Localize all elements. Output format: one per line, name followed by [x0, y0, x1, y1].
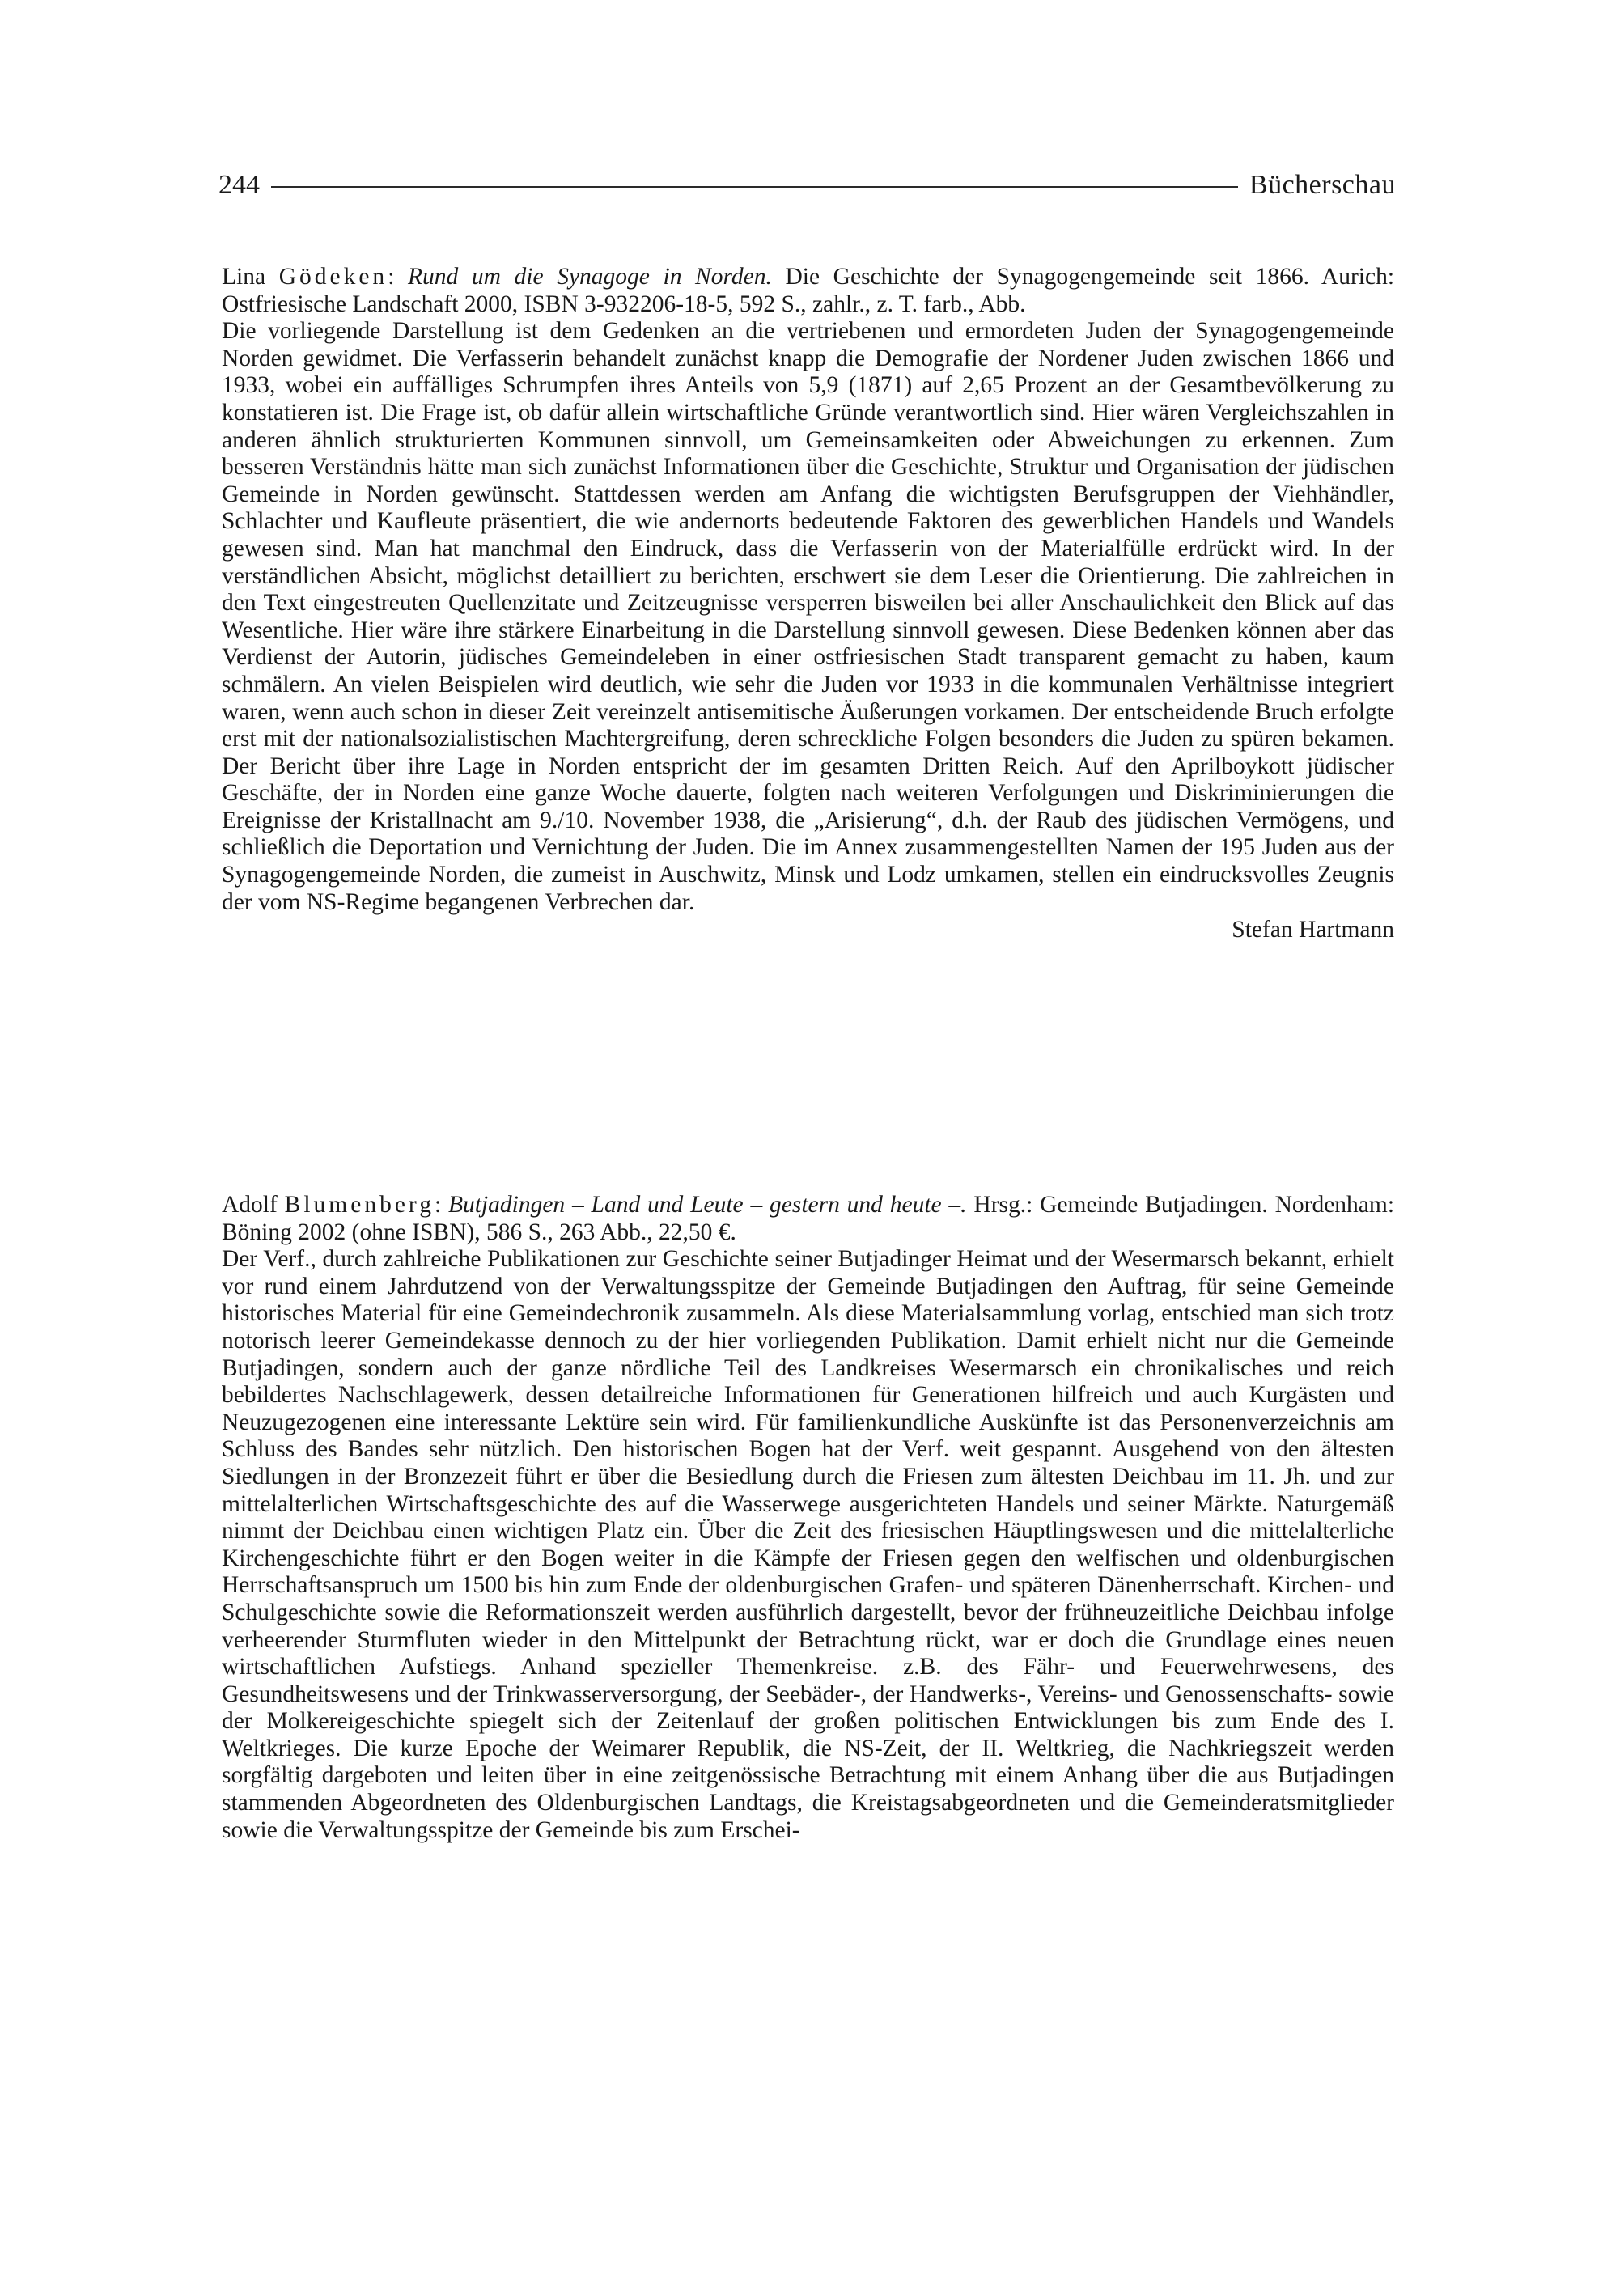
publication-info: Die Geschichte der Synagogengemeinde seit 1866. Aurich: Ostfriesische Landschaft 2000, ISBN 3-932206-18-5, 592 S., zahlr., z. T. farb., Abb. — [222, 264, 1395, 317]
bibliographic-entry: Adolf Blumenberg: Butjadingen – Land und Leute – gestern und heute –. Hrsg.: Gemeinde Butjadingen. Nordenham: Böning 2002 (ohne ISBN), 586 S., 263 Abb., 22,50 €. — [222, 1192, 1395, 1245]
running-head — [218, 165, 1396, 206]
publication-info: Hrsg.: Gemeinde Butjadingen. Nordenham: Böning 2002 (ohne ISBN), 586 S., 263 Abb., 22,50 €. — [222, 1192, 1395, 1245]
book-title: Butjadingen – Land und Leute – gestern und heute –. — [447, 1192, 967, 1218]
review-text: Der Verf., durch zahlreiche Publikationen zur Geschichte seiner Butjadinger Heimat und der Wesermarsch bekannt, erhielt vor rund einem Jahrdutzend von der Verwaltungsspitze der Gemeinde Butjadingen den Auftrag, für seine Gemeinde historisches Material für eine Gemeindechronik zusammeln. Als diese Materialsammlung vorlag, entschied man sich trotz notorisch leerer Gemeindekasse dennoch zu der hier vorliegenden Publikation. Damit erhielt nicht nur die Gemeinde Butjadingen, sondern auch der ganze nördliche Teil des Landkreises Wesermarsch ein chronikalisches und reich bebildertes Nachschlagewerk, dessen detailreiche Informationen für Generationen hilfreich und auch Kurgästen und Neuzugezogenen eine interessante Lektüre sein wird. Für familienkundliche Auskünfte ist das Personenverzeichnis am Schluss des Bandes sehr nützlich. Den historischen Bogen hat der Verf. weit gespannt. Ausgehend von den ältesten Siedlungen in der Bronzezeit führt er über die Besiedlung durch die Friesen zum ältesten Deichbau im 11. Jh. und zur mittelalterlichen Wirtschaftsgeschichte des auf die Wasserwege ausgerichteten Handels und seiner Märkte. Naturgemäß nimmt der Deichbau einen wichtigen Platz ein. Über die Zeit des friesischen Häuptlingswesen und die mittelalterliche Kirchengeschichte führt er den Bogen weiter in die Kämpfe der Friesen gegen den welfischen und oldenburgischen Herrschaftsanspruch um 1500 bis hin zum Ende der oldenburgischen Grafen- und späteren Dänenherrschaft. Kirchen- und Schulgeschichte sowie die Reformationszeit werden ausführlich dargestellt, bevor der frühneuzeitliche Deichbau infolge verheerender Sturmfluten wieder in den Mittelpunkt der Betrachtung rückt, war er doch die Grundlage eines neuen wirtschaftlichen Aufstiegs. Anhand spezieller Themenkreise. z.B. des Fähr- und Feuerwehrwesens, des Gesundheitswesens und der Trinkwasserversorgung, der Seebäder-, der Handwerks-, Vereins- und Genossenschafts- sowie der Molkereigeschichte spiegelt sich der Zeitenlauf der großen politischen Entwicklungen bis zum Ende des I. Weltkrieges. Die kurze Epoche der Weimarer Republik, die NS-Zeit, der II. Weltkrieg, die Nachkriegszeit werden sorgfältig dargeboten und leiten über in eine zeitgenössische Betrachtung mit einem Anhang über die aus Butjadingen stammenden Abgeordneten des Oldenburgischen Landtags, die Kreistagsabgeordneten und die Gemeinderatsmitglieder sowie die Verwaltungsspitze der Gemeinde bis zum Erschei- — [222, 1246, 1394, 1843]
author-first-name: Lina — [222, 264, 266, 290]
review-blumenberg — [222, 1192, 1394, 1844]
review-goedeken — [222, 264, 1394, 943]
section-title: Bücherschau — [1249, 170, 1396, 200]
page-number: 244 — [218, 170, 260, 200]
book-title: Rund um die Synagoge in Norden. — [408, 264, 772, 290]
author-first-name: Adolf — [222, 1192, 278, 1218]
reviewer-name: Stefan Hartmann — [1232, 917, 1394, 943]
bibliographic-entry: Lina Gödeken: Rund um die Synagoge in Norden. Die Geschichte der Synagogengemeinde seit 1866. Aurich: Ostfriesische Landschaft 2000, ISBN 3-932206-18-5, 592 S., zahlr., z. T. farb., Abb. — [222, 264, 1395, 317]
author-last-name: Blumenberg — [284, 1192, 435, 1218]
review-text: Die vorliegende Darstellung ist dem Gedenken an die vertriebenen und ermordeten Juden der Synagogengemeinde Norden gewidmet. Die Verfasserin behandelt zunächst knapp die Demografie der Nordener Juden zwischen 1866 und 1933, wobei ein auffälliges Schrumpfen ihres Anteils von 5,9 (1871) auf 2,65 Prozent an der Gesamtbevölkerung zu konstatieren ist. Die Frage ist, ob dafür allein wirtschaftliche Gründe verantwortlich sind. Hier wären Vergleichszahlen in anderen ähnlich strukturierten Kommunen sinnvoll, um Gemeinsamkeiten oder Abweichungen zu erkennen. Zum besseren Verständnis hätte man sich zunächst Informationen über die Geschichte, Struktur und Organisation der jüdischen Gemeinde in Norden gewünscht. Stattdessen werden am Anfang die wichtigsten Berufsgruppen der Viehhändler, Schlachter und Kaufleute präsentiert, die wie andernorts bedeutende Faktoren des gewerblichen Handels und Wandels gewesen sind. Man hat manchmal den Eindruck, dass die Verfasserin von der Materialfülle erdrückt wird. In der verständlichen Absicht, möglichst detailliert zu berichten, erschwert sie dem Leser die Orientierung. Die zahlreichen in den Text eingestreuten Quellenzitate und Zeitzeugnisse versperren bisweilen bei aller Anschaulichkeit den Blick auf das Wesentliche. Hier wäre ihre stärkere Einarbeitung in die Darstellung sinnvoll gewesen. Diese Bedenken können aber das Verdienst der Autorin, jüdisches Gemeindeleben in einer ostfriesischen Stadt transparent gemacht zu haben, kaum schmälern. An vielen Beispielen wird deutlich, wie sehr die Juden vor 1933 in die kommunalen Verhältnisse integriert waren, wenn auch schon in dieser Zeit vereinzelt antisemitische Äußerungen vorkamen. Der entscheidende Bruch erfolgte erst mit der nationalsozialistischen Machtergreifung, deren schreckliche Folgen besonders die Juden zu spüren bekamen. Der Bericht über ihre Lage in Norden entspricht der im gesamten Dritten Reich. Auf den Aprilboykott jüdischer Geschäfte, der in Norden eine ganze Woche dauerte, folgten nach weiteren Verfolgungen und Diskriminierungen die Ereignisse der Kristallnacht am 9./10. November 1938, die „Arisierung“, d.h. der Raub des jüdischen Vermögens, und schließlich die Deportation und Vernichtung der Juden. Die im Annex zusammengestellten Namen der 195 Juden aus der Synagogengemeinde Norden, die zumeist in Auschwitz, Minsk und Lodz umkamen, stellen ein eindrucksvolles Zeugnis der vom NS-Regime begangenen Verbrechen dar. — [222, 318, 1394, 915]
header-rule — [271, 186, 1238, 188]
author-last-name: Gödeken — [278, 264, 388, 290]
